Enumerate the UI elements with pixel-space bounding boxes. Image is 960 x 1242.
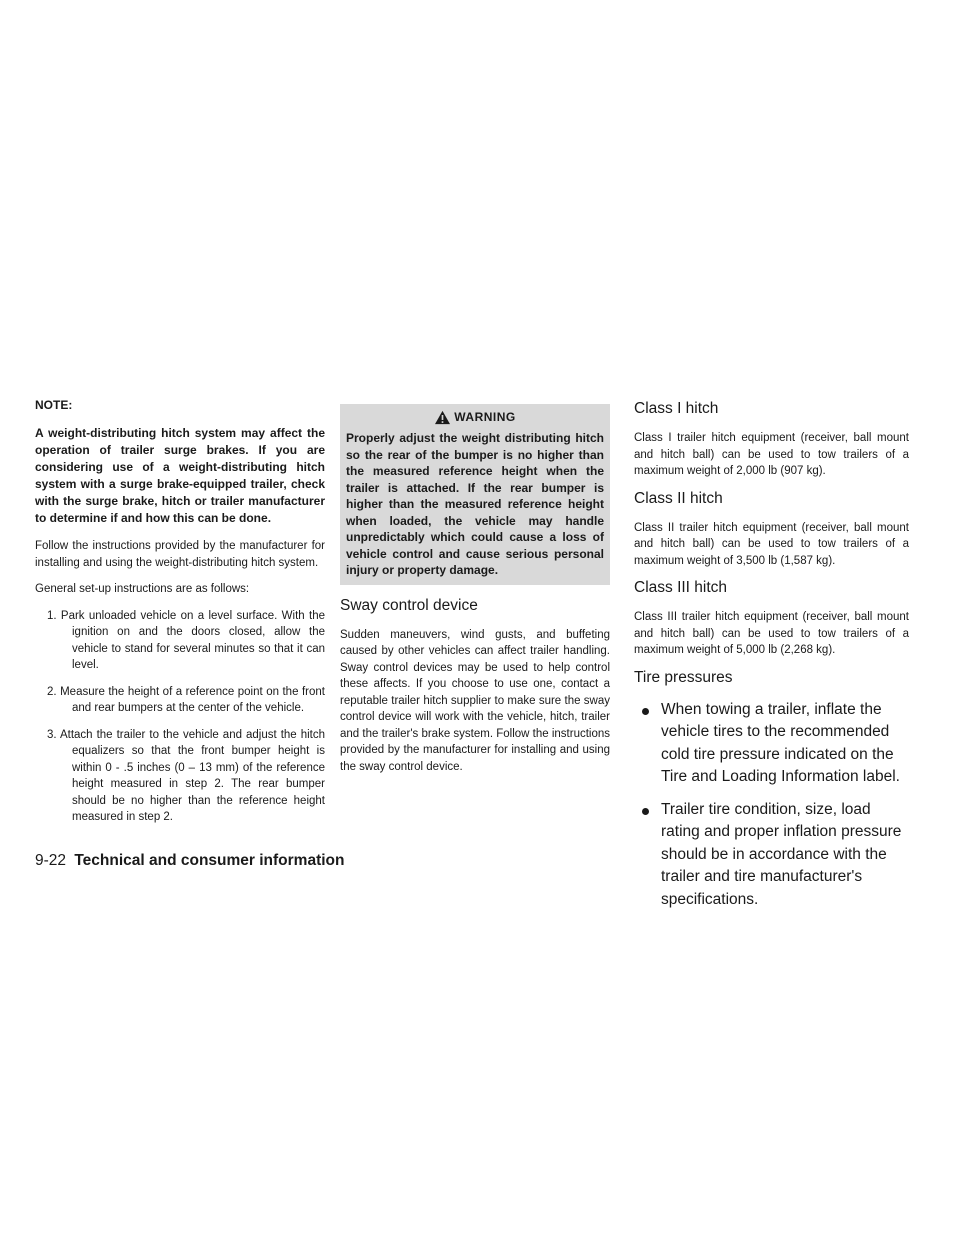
- bullet-item: [634, 799, 909, 912]
- bullet-icon: [642, 708, 649, 715]
- class3-heading: Class III hitch: [634, 579, 728, 596]
- warning-box: [340, 404, 610, 585]
- page-number: 9-22: [35, 852, 67, 869]
- bullet-item: [634, 699, 909, 789]
- right-column: [634, 398, 909, 921]
- class2-heading: Class II hitch: [634, 489, 723, 507]
- warning-header: [346, 404, 604, 430]
- bullet-icon: [642, 808, 649, 815]
- step-item: 3. Attach the trailer to the vehicle and adjust the hitch equalizers so that the front bumper height is within 0 - .5 inches (0 – 13 mm) of the reference height measured in step 2. The rear bumper should be no higher than the reference height measured in step 2.: [47, 728, 325, 823]
- bullet-text: Trailer tire condition, size, load rating and proper inflation pressure should be in accordance with the trailer and tire manufacturer's specifications.: [661, 800, 902, 908]
- class2-text: Class II trailer hitch equipment (receiver, ball mount and hitch ball) can be used to tow trailers of a maximum weight of 3,500 lb (1,587 kg).: [634, 521, 909, 567]
- class3-text: Class III trailer hitch equipment (receiver, ball mount and hitch ball) can be used to tow trailers of a maximum weight of 5,000 lb (2,268 kg).: [634, 611, 909, 656]
- tire-bullets: [634, 699, 909, 912]
- class1-text: Class I trailer hitch equipment (receiver, ball mount and hitch ball) can be used to tow trailers of a maximum weight of 2,000 lb (907 kg).: [634, 432, 909, 477]
- step-item: 2. Measure the height of a reference point on the front and rear bumpers at the center of the vehicle.: [47, 685, 325, 714]
- middle-column: [340, 398, 610, 785]
- left-column: [35, 398, 325, 836]
- step-item: 1. Park unloaded vehicle on a level surface. With the ignition on and the doors closed, allow the vehicle to stand for several minutes so that it can level.: [47, 609, 325, 671]
- note-title: NOTE:: [35, 398, 73, 412]
- note-text: A weight-distributing hitch system may affect the operation of trailer surge brakes. If you are considering use of a weight-distributing hitch system with a surge brake-equipped trailer, check with the surge brake, hitch or trailer manufacturer to determine if and how this can be done.: [35, 426, 325, 525]
- page-footer: [35, 852, 345, 870]
- setup-steps: [35, 608, 325, 826]
- warning-text: Properly adjust the weight distributing hitch so the rear of the bumper is no higher than the measured reference height when the trailer is attached. If the rear bumper is higher than the measured reference height when loaded, the vehicle may handle unpredictably which could cause a loss of vehicle control and cause serious personal injury or property damage.: [346, 431, 604, 577]
- class1-heading: Class I hitch: [634, 400, 719, 417]
- tire-heading: Tire pressures: [634, 668, 733, 686]
- bullet-text: When towing a trailer, inflate the vehicle tires to the recommended cold tire pressure indicated on the Tire and Loading Information label.: [661, 700, 900, 785]
- intro-paragraph: Follow the instructions provided by the manufacturer for installing and using the weight-distributing hitch system.: [35, 540, 325, 569]
- warning-title: WARNING: [454, 410, 516, 424]
- setup-intro: General set-up instructions are as follows:: [35, 583, 250, 595]
- sway-heading: Sway control device: [340, 596, 478, 614]
- warning-triangle-icon: [434, 410, 451, 425]
- section-title: Technical and consumer information: [74, 852, 345, 869]
- sway-text: Sudden maneuvers, wind gusts, and buffeting caused by other vehicles can affect trailer handling. Sway control devices may be used to help control these affects. If you choose to use one, contact a reputable trailer hitch supplier to make sure the sway control device will work with the vehicle, hitch, trailer and the trailer's brake system. Follow the instructions provided by the manufacturer for installing and using the sway control device.: [340, 628, 611, 773]
